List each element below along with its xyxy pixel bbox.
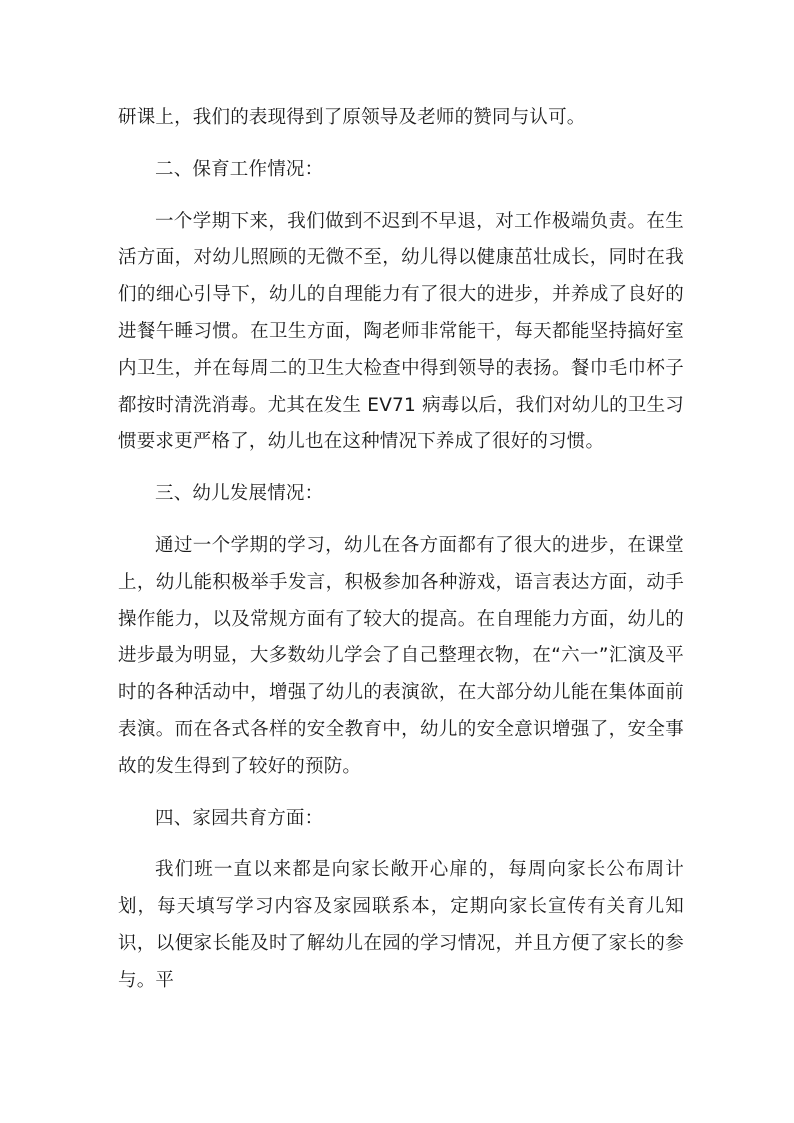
document-body [118,100,684,1000]
section-body-home-school: 我们班一直以来都是向家长敞开心扉的，每周向家长公布周计划，每天填写学习内容及家园联系本，定期向家长宣传有关育儿知识，以便家长能及时了解幼儿在园的学习情况，并且方便了家长的参与。平 [118,859,684,991]
section-body-child-development: 通过一个学期的学习，幼儿在各方面都有了很大的进步，在课堂上，幼儿能积极举手发言，积极参加各种游戏，语言表达方面，动手操作能力，以及常规方面有了较大的提高。在自理能力方面，幼儿的进步最为明显，大多数幼儿学会了自己整理衣物，在“六一”汇演及平时的各种活动中，增强了幼儿的表演欲，在大部分幼儿能在集体面前表演。而在各式各样的安全教育中，幼儿的安全意识增强了，安全事故的发生得到了较好的预防。 [118,534,684,777]
section-heading-care-work: 二、保育工作情况： [155,158,324,180]
continued-paragraph: 研课上，我们的表现得到了原领导及老师的赞同与认可。 [118,107,586,128]
section-heading-child-development: 三、幼儿发展情况： [155,483,324,505]
section-heading-home-school: 四、家园共育方面： [155,807,324,829]
section-body-care-work: 一个学期下来，我们做到不迟到不早退，对工作极端负责。在生活方面，对幼儿照顾的无微不至，幼儿得以健康茁壮成长，同时在我们的细心引导下，幼儿的自理能力有了很大的进步，并养成了良好的进餐午睡习惯。在卫生方面，陶老师非常能干，每天都能坚持搞好室内卫生，并在每周二的卫生大检查中得到领导的表扬。餐巾毛巾杯子都按时清洗消毒。尤其在发生 EV71 病毒以后，我们对幼儿的卫生习惯要求更严格了，幼儿也在这种情况下养成了很好的习惯。 [118,210,684,453]
